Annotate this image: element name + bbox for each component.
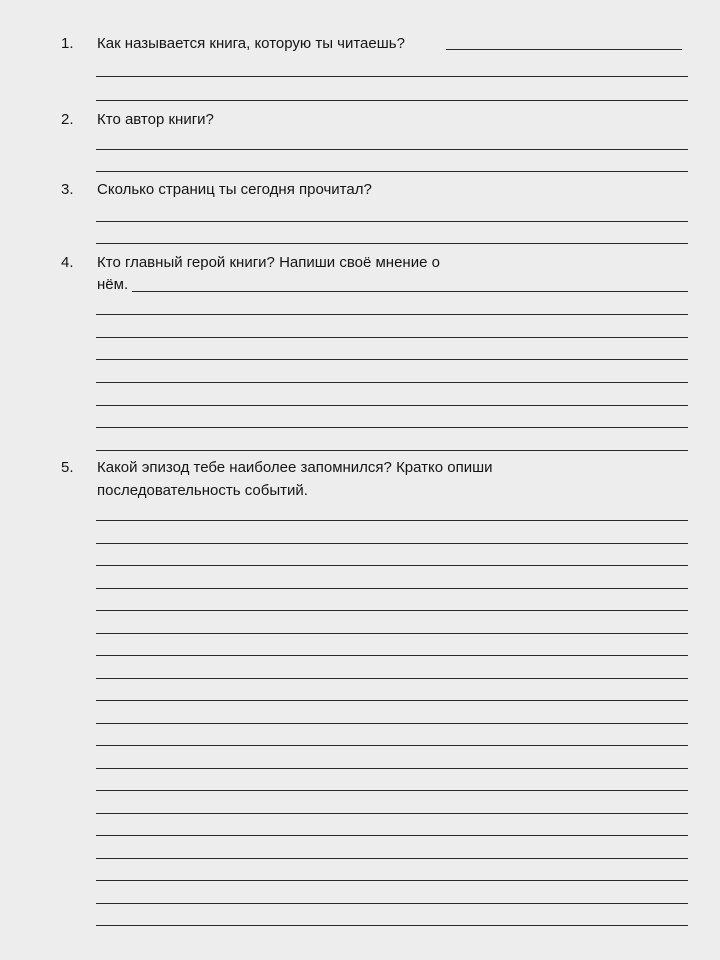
answer-5-line[interactable] [96,880,688,881]
question-4-number: 4. [61,254,74,271]
answer-5-line[interactable] [96,610,688,611]
answer-5-line[interactable] [96,655,688,656]
answer-2-line[interactable] [96,171,688,172]
answer-1-line[interactable] [96,76,688,77]
question-1-text: Как называется книга, которую ты читаешь? [97,35,405,52]
question-2-text: Кто автор книги? [97,111,214,128]
answer-5-line[interactable] [96,903,688,904]
answer-4-line[interactable] [96,382,688,383]
question-5-text-line1: Какой эпизод тебе наиболее запомнился? Кратко опиши [97,459,493,476]
answer-1-inline-line[interactable] [446,49,682,50]
question-5-text-line2: последовательность событий. [97,482,308,499]
answer-5-line[interactable] [96,678,688,679]
answer-4-inline-line[interactable] [132,291,688,292]
answer-5-line[interactable] [96,745,688,746]
answer-5-line[interactable] [96,565,688,566]
question-4-text-line2: нём. [97,276,129,293]
answer-5-line[interactable] [96,633,688,634]
answer-5-line[interactable] [96,543,688,544]
question-1-number: 1. [61,35,74,52]
answer-5-line[interactable] [96,723,688,724]
answer-5-line[interactable] [96,835,688,836]
answer-5-line[interactable] [96,768,688,769]
answer-4-line[interactable] [96,450,688,451]
question-3-number: 3. [61,181,74,198]
answer-5-line[interactable] [96,813,688,814]
answer-1-line[interactable] [96,100,688,101]
answer-5-line[interactable] [96,790,688,791]
answer-4-line[interactable] [96,427,688,428]
answer-2-line[interactable] [96,149,688,150]
answer-4-line[interactable] [96,314,688,315]
answer-4-line[interactable] [96,337,688,338]
question-3-text: Сколько страниц ты сегодня прочитал? [97,181,372,198]
answer-5-line[interactable] [96,588,688,589]
answer-3-line[interactable] [96,243,688,244]
answer-5-line[interactable] [96,700,688,701]
answer-5-line[interactable] [96,925,688,926]
answer-4-line[interactable] [96,359,688,360]
question-2-number: 2. [61,111,74,128]
answer-3-line[interactable] [96,221,688,222]
question-4-text-line1: Кто главный герой книги? Напиши своё мнение о [97,254,440,271]
question-5-number: 5. [61,459,74,476]
answer-5-line[interactable] [96,858,688,859]
answer-4-line[interactable] [96,405,688,406]
answer-5-line[interactable] [96,520,688,521]
